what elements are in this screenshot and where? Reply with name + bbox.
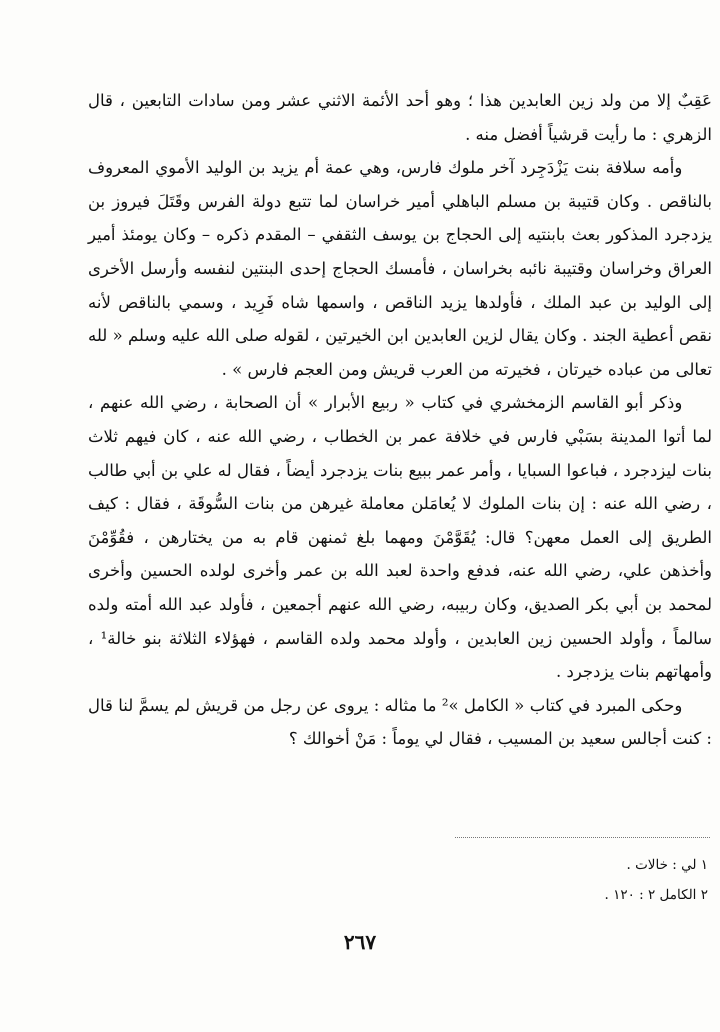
footnote-2: ٢ الكامل ٢ : ١٢٠ . — [604, 887, 708, 903]
footnote-separator — [455, 837, 710, 838]
paragraph-4: وحكى المبرد في كتاب « الكامل »² ما مثاله : يروى عن رجل من قريش لم يسمَّ لنا قال : كنت أجالس سعيد بن المسيب ، فقال لي يوماً : مَنْ أخوالك ؟ — [88, 695, 712, 749]
footnote-1: ١ لي : خالات . — [626, 857, 708, 873]
paragraph-1: عَقِبٌ إلا من ولد زين العابدين هذا ؛ وهو أحد الأئمة الاثني عشر ومن سادات التابعين ، قال الزهري : ما رأيت قرشياً أفضل منه . — [88, 91, 712, 144]
paragraph-3: وذكر أبو القاسم الزمخشري في كتاب « ربيع الأبرار » أن الصحابة ، رضي الله عنهم ، لما أتوا المدينة بسَبْي فارس في خلافة عمر بن الخطاب ، رضي الله عنه ، كان فيهم ثلاث بنات ليزدجرد ، فباعوا السبايا ، وأمر عمر ببيع بنات يزدجرد أيضاً ، فقال له علي بن أبي طالب ، رضي الله عنه : إن بنات الملوك لا يُعامَلن معاملة غيرهن من بنات السُّوقَة ، فقال : كيف الطريق إلى العمل معهن؟ قال: يُقَوَّمْنَ ومهما بلغ ثمنهن قام به من يختارهن ، فقُوِّمْنَ وأخذهن علي، رضي الله عنه، فدفع واحدة لعبد الله بن عمر وأخرى لولده الحسين وأخرى لمحمد بن أبي بكر الصديق، وكان ربيبه، رضي الله عنهم أجمعين ، فأولد عبد الله أمته ولده سالماً ، وأولد الحسين زين العابدين ، وأولد محمد ولده القاسم ، فهؤلاء الثلاثة بنو خالة¹ ، وأمهاتهم بنات يزدجرد . — [88, 393, 712, 682]
page-number: ٢٦٧ — [343, 930, 377, 954]
footnotes — [88, 850, 712, 910]
paragraph-2: وأمه سلافة بنت يَزْدَجِرد آخر ملوك فارس، وهي عمة أم يزيد بن الوليد الأموي المعروف بالناقص . وكان قتيبة بن مسلم الباهلي أمير خراسان لما تتبع دولة الفرس وقَتَلَ فيروز بن يزدجرد المذكور بعث بابنتيه إلى الحجاج بن يوسف الثقفي – المقدم ذكره – وكان يومئذ أمير العراق وخراسان وقتيبة نائبه بخراسان ، فأمسك الحجاج إحدى البنتين لنفسه وأرسل الأخرى إلى الوليد بن عبد الملك ، فأولدها يزيد الناقص ، واسمها شاه فَرِيد ، وسمي بالناقص لأنه نقص أعطية الجند . وكان يقال لزين العابدين ابن الخيرتين ، لقوله صلى الله عليه وسلم « لله تعالى من عباده خيرتان ، فخيرته من العرب قريش ومن العجم فارس » . — [88, 158, 712, 379]
main-text — [88, 84, 712, 756]
